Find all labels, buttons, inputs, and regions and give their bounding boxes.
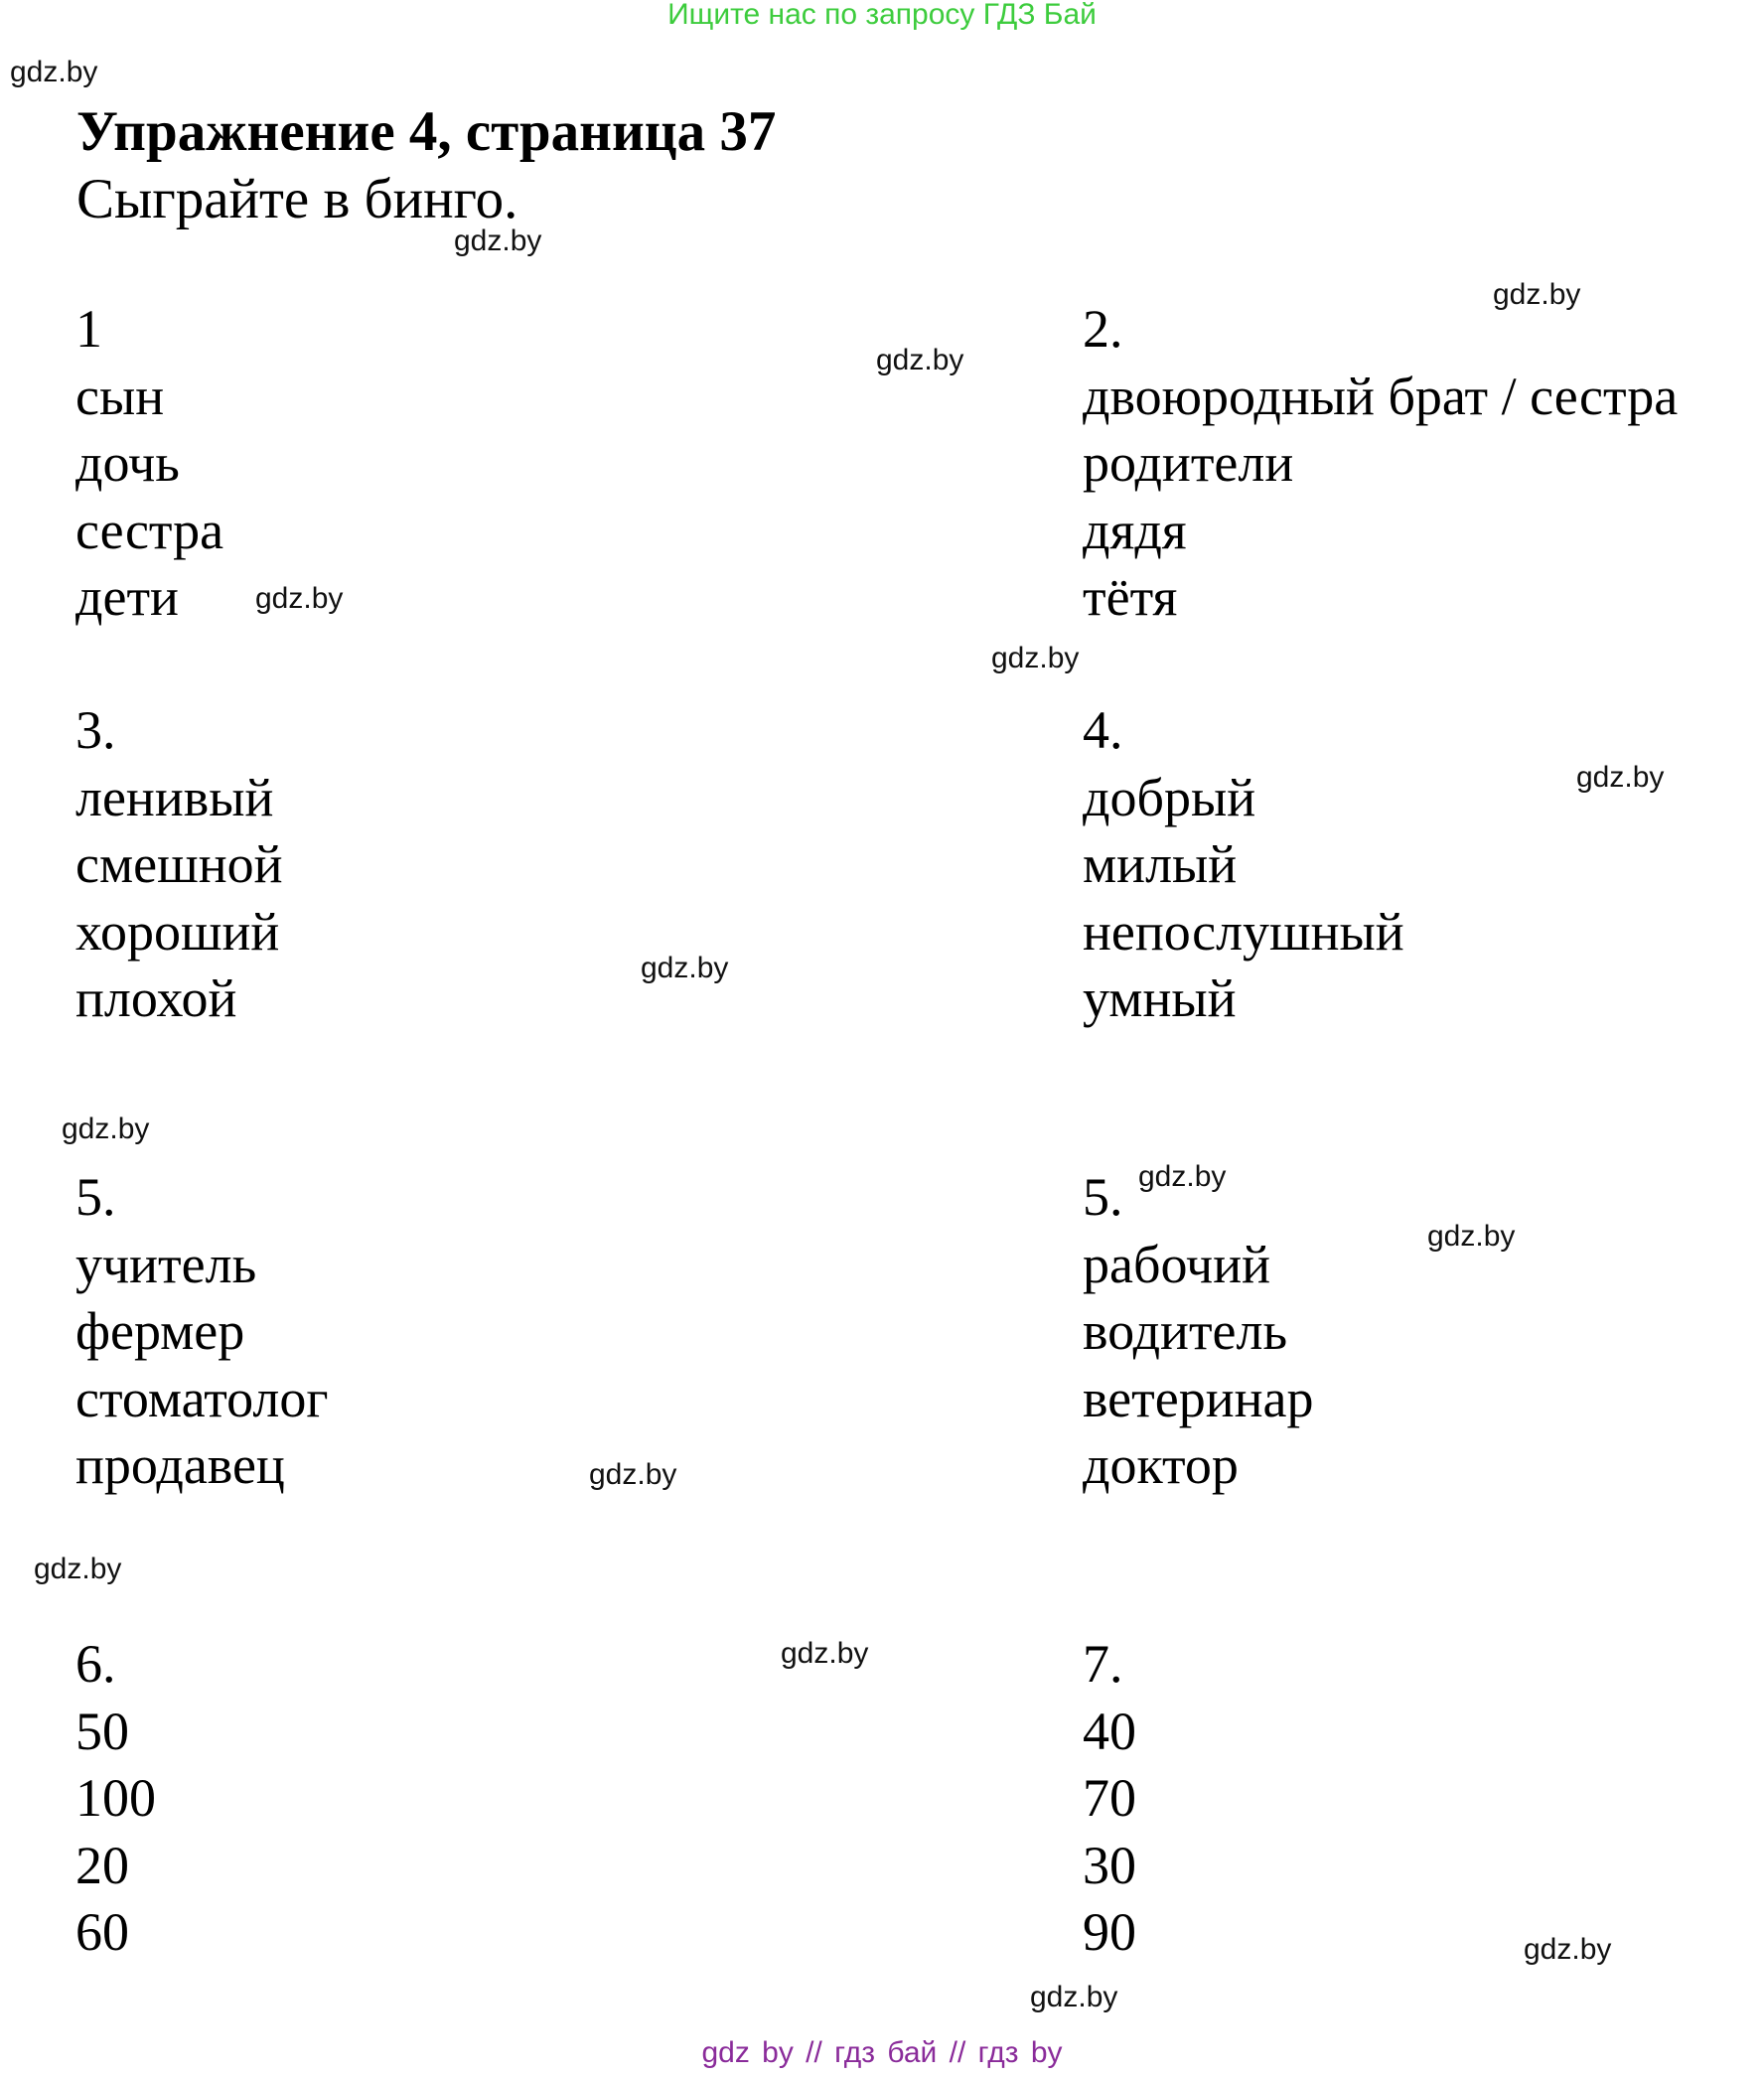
card-word: рабочий: [1083, 1234, 1270, 1294]
bingo-card-7: [1083, 1631, 1136, 1967]
card-word: водитель: [1083, 1301, 1288, 1361]
bingo-card-4: [1083, 697, 1404, 1033]
watermark: gdz.by: [1427, 1220, 1516, 1253]
watermark: gdz.by: [1493, 278, 1581, 311]
watermark: gdz.by: [10, 56, 98, 88]
card-word: ветеринар: [1083, 1368, 1314, 1428]
watermark: gdz.by: [1576, 761, 1665, 794]
card-word: доктор: [1083, 1435, 1239, 1495]
watermark: gdz.by: [641, 952, 729, 984]
card-word: продавец: [75, 1435, 285, 1495]
watermark: gdz.by: [876, 344, 964, 376]
watermark: gdz.by: [454, 224, 542, 257]
card-number: 6.: [75, 1634, 116, 1694]
bingo-card-6: [75, 1631, 156, 1967]
top-banner: Ищите нас по запросу ГДЗ Бай: [667, 0, 1097, 31]
bingo-card-2: [1083, 296, 1678, 632]
watermark: gdz.by: [62, 1113, 150, 1145]
card-word: 20: [75, 1835, 129, 1895]
watermark: gdz.by: [1030, 1981, 1118, 2013]
card-word: учитель: [75, 1234, 257, 1294]
card-number: 5.: [1083, 1167, 1123, 1227]
card-word: двоюродный брат / сестра: [1083, 366, 1679, 426]
card-word: хороший: [75, 901, 280, 962]
watermark: gdz.by: [255, 582, 344, 615]
card-word: сестра: [75, 500, 224, 560]
card-word: дочь: [75, 433, 180, 493]
card-word: добрый: [1083, 767, 1256, 827]
card-word: 100: [75, 1768, 156, 1828]
card-word: 50: [75, 1701, 129, 1761]
card-word: 30: [1083, 1835, 1136, 1895]
exercise-instruction: Сыграйте в бинго.: [76, 168, 518, 230]
bingo-card-5: [75, 1164, 328, 1500]
card-number: 7.: [1083, 1634, 1123, 1694]
watermark: gdz.by: [991, 642, 1080, 674]
card-word: тётя: [1083, 567, 1178, 627]
card-word: 70: [1083, 1768, 1136, 1828]
watermark: gdz.by: [1138, 1160, 1227, 1193]
card-word: непослушный: [1083, 901, 1404, 962]
bingo-card-3: [75, 697, 283, 1033]
card-word: 90: [1083, 1902, 1136, 1962]
watermark: gdz.by: [34, 1553, 122, 1585]
card-word: умный: [1083, 968, 1237, 1028]
bingo-card-5b: [1083, 1160, 1314, 1500]
footer-links: gdz by // гдз бай // гдз by: [701, 2036, 1063, 2069]
card-word: смешной: [75, 834, 283, 894]
card-word: милый: [1083, 834, 1238, 894]
card-word: стоматолог: [75, 1368, 329, 1428]
watermark: gdz.by: [1524, 1933, 1612, 1966]
card-word: 60: [75, 1902, 129, 1962]
bingo-card-1: [75, 296, 223, 632]
card-number: 3.: [75, 700, 116, 760]
card-word: дядя: [1083, 500, 1187, 560]
card-word: родители: [1083, 433, 1294, 493]
card-word: 40: [1083, 1701, 1136, 1761]
card-word: ленивый: [75, 767, 274, 827]
card-word: дети: [75, 567, 179, 627]
card-number: 2.: [1083, 299, 1123, 359]
watermark: gdz.by: [781, 1637, 869, 1670]
card-number: 4.: [1083, 700, 1123, 760]
card-number: 5.: [75, 1167, 116, 1227]
card-word: плохой: [75, 968, 237, 1028]
card-word: фермер: [75, 1301, 245, 1361]
card-word: сын: [75, 366, 165, 426]
exercise-title: Упражнение 4, страница 37: [76, 100, 777, 163]
card-number: 1: [75, 299, 102, 359]
watermark: gdz.by: [589, 1458, 677, 1491]
